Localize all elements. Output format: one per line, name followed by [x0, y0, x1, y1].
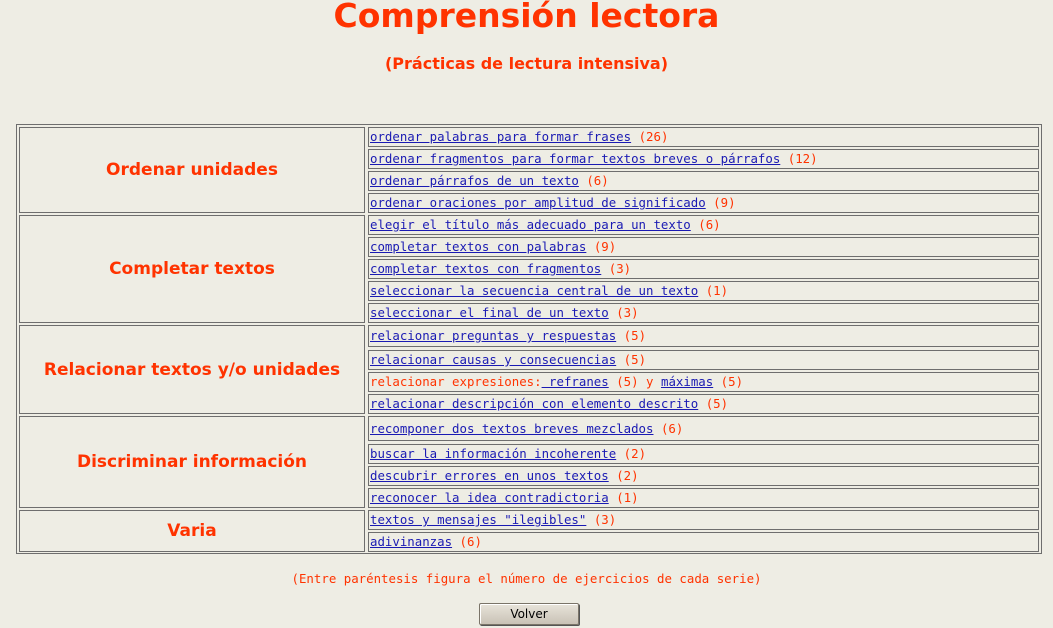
exercise-count: (5)	[623, 352, 647, 367]
exercise-link[interactable]: ordenar párrafos de un texto	[370, 173, 579, 188]
category-varia	[19, 510, 365, 552]
list-item	[368, 350, 1039, 370]
page-title: Comprensión lectora	[333, 0, 720, 35]
list-item	[368, 488, 1039, 508]
exercise-count: (5)	[720, 374, 744, 389]
category-label: Discriminar información	[76, 452, 308, 472]
exercise-count: (1)	[616, 490, 639, 505]
exercise-link[interactable]: reconocer la idea contradictoria	[370, 490, 609, 505]
exercise-link[interactable]: ordenar palabras para formar frases	[370, 129, 632, 144]
list-item	[368, 466, 1039, 486]
list-item	[368, 237, 1039, 257]
list-item	[368, 444, 1039, 464]
category-completar-textos	[19, 215, 365, 323]
exercise-count: (6)	[698, 217, 721, 232]
exercise-link[interactable]: completar textos con fragmentos	[370, 261, 602, 276]
list-item	[368, 510, 1039, 530]
exercise-link[interactable]: ordenar fragmentos para formar textos breves o párrafos	[370, 151, 781, 166]
exercise-link[interactable]: adivinanzas	[370, 534, 453, 549]
back-button[interactable]: Volver	[479, 603, 579, 625]
exercise-link[interactable]: refranes	[541, 374, 609, 389]
exercise-link[interactable]: seleccionar la secuencia central de un texto	[370, 283, 699, 298]
exercise-count: (26)	[638, 129, 669, 144]
list-item	[368, 281, 1039, 301]
list-item	[368, 416, 1039, 441]
list-item	[368, 171, 1039, 191]
exercise-count: (1)	[705, 283, 729, 298]
list-item	[368, 149, 1039, 169]
exercise-link[interactable]: seleccionar el final de un texto	[370, 305, 609, 320]
exercise-link[interactable]: descubrir errores en unos textos	[370, 468, 609, 483]
exercise-count: (6)	[586, 173, 609, 188]
exercise-prefix: relacionar expresiones:	[370, 374, 542, 389]
exercise-link[interactable]: buscar la información incoherente	[370, 446, 617, 461]
category-ordenar-unidades	[19, 127, 365, 213]
exercise-count: (3)	[593, 512, 617, 527]
exercise-joiner: y	[646, 374, 654, 389]
category-relacionar-textos	[19, 325, 365, 414]
exercise-count: (12)	[787, 151, 818, 166]
exercise-link[interactable]: máximas	[660, 374, 714, 389]
exercise-link[interactable]: elegir el título más adecuado para un texto	[370, 217, 691, 232]
exercise-count: (3)	[616, 305, 639, 320]
category-discriminar-informacion	[19, 416, 365, 508]
list-item	[368, 372, 1039, 392]
list-item	[368, 325, 1039, 347]
list-item	[368, 532, 1039, 552]
category-label: Ordenar unidades	[106, 160, 278, 180]
exercise-link[interactable]: relacionar preguntas y respuestas	[370, 328, 617, 343]
category-label: Relacionar textos y/o unidades	[43, 359, 341, 380]
category-label: Completar textos	[109, 259, 275, 279]
exercise-link[interactable]: textos y mensajes "ilegibles"	[370, 512, 587, 527]
exercise-count: (5)	[616, 374, 639, 389]
exercise-count: (2)	[616, 468, 639, 483]
exercise-count: (5)	[705, 396, 729, 411]
exercise-count: (5)	[623, 328, 647, 343]
list-item	[368, 193, 1039, 213]
exercise-link[interactable]: recomponer dos textos breves mezclados	[370, 421, 654, 436]
exercise-link[interactable]: relacionar descripción con elemento descrito	[370, 396, 699, 411]
list-item	[368, 259, 1039, 279]
list-item	[368, 303, 1039, 323]
list-item	[368, 127, 1039, 147]
footnote: (Entre paréntesis figura el número de ejercicios de cada serie)	[291, 571, 762, 586]
exercise-count: (9)	[713, 195, 736, 210]
exercise-count: (6)	[459, 534, 482, 549]
list-item	[368, 215, 1039, 235]
exercise-count: (6)	[660, 421, 684, 436]
exercise-link[interactable]: ordenar oraciones por amplitud de significado	[370, 195, 706, 210]
page-subtitle: (Prácticas de lectura intensiva)	[384, 54, 669, 73]
list-item	[368, 394, 1039, 414]
exercise-count: (2)	[623, 446, 647, 461]
exercise-link[interactable]: relacionar causas y consecuencias	[370, 352, 617, 367]
category-label: Varia	[167, 521, 217, 541]
exercise-count: (3)	[608, 261, 632, 276]
exercise-link[interactable]: completar textos con palabras	[370, 239, 587, 254]
exercise-count: (9)	[593, 239, 617, 254]
